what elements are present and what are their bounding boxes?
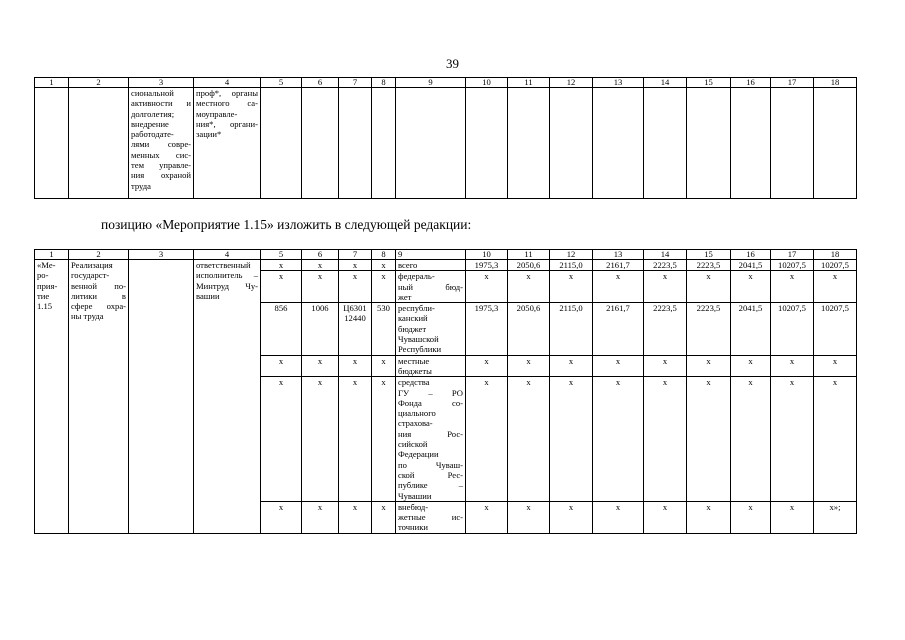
value-cell: x [687, 377, 731, 502]
value-cell: x [644, 355, 687, 377]
value-cell: x [508, 271, 550, 303]
code-cell: x [261, 377, 302, 502]
col-header: 5 [261, 250, 302, 260]
value-cell: 2115,0 [550, 303, 593, 355]
funding-source [396, 303, 466, 355]
col-header: 3 [129, 250, 194, 260]
value-cell: x [771, 501, 814, 533]
value-cell: x»; [814, 501, 857, 533]
col-header: 4 [194, 78, 261, 88]
text-line: работодате- [131, 129, 174, 140]
value-cell: x [593, 355, 644, 377]
code-cell: x [372, 260, 396, 271]
col-header: 4 [194, 250, 261, 260]
code-cell: x [302, 260, 339, 271]
code-cell: x [302, 271, 339, 303]
text-line: менных сис- [131, 149, 191, 160]
funding-source [396, 377, 466, 502]
value-cell: x [687, 355, 731, 377]
value-cell: x [771, 377, 814, 502]
col-header: 7 [339, 78, 372, 88]
text-line: прия- [37, 280, 58, 291]
text-line: страхова- [398, 418, 433, 429]
text-line: тем управле- [131, 160, 191, 171]
text-line: ГУ – РО [398, 387, 463, 398]
value-cell: x [466, 355, 508, 377]
value-cell: 2115,0 [550, 260, 593, 271]
table-row [35, 260, 857, 271]
table-header-row [35, 78, 857, 88]
text-line: зации* [196, 129, 222, 140]
text-line: исполнитель – [196, 270, 258, 281]
text-line: ны труда [71, 311, 104, 322]
code-cell: x [372, 271, 396, 303]
col-header: 11 [508, 78, 550, 88]
value-cell: x [687, 271, 731, 303]
text-line: литики в [71, 290, 126, 301]
text-line: ответственный [196, 260, 251, 270]
col-header: 18 [814, 250, 857, 260]
text-line: бюджет [398, 323, 427, 334]
text-line: средства [398, 377, 430, 388]
value-cell: x [771, 355, 814, 377]
value-cell: 2223,5 [687, 303, 731, 355]
value-cell: x [771, 271, 814, 303]
value-cell: x [466, 501, 508, 533]
text-line: бюджеты [398, 365, 432, 376]
text-line: федераль- [398, 271, 435, 282]
code-cell: 1006 [302, 303, 339, 355]
text-line: жет [398, 291, 412, 302]
table-header-row [35, 250, 857, 260]
text-line: «Ме- [37, 260, 56, 270]
measure-description [129, 88, 194, 199]
col-header: 15 [687, 78, 731, 88]
funding-source [396, 260, 466, 271]
col-header: 7 [339, 250, 372, 260]
text-line: Республики [398, 344, 442, 355]
page-number: 39 [446, 56, 459, 71]
value-cell: x [731, 355, 771, 377]
code-cell [339, 303, 372, 355]
text-line: активности и [131, 98, 191, 109]
text-line: ро- [37, 270, 49, 281]
col-header: 17 [771, 78, 814, 88]
value-cell: 2223,5 [644, 260, 687, 271]
text-line: сфере охра- [71, 301, 126, 312]
value-cell: 10207,5 [771, 260, 814, 271]
col-header: 8 [372, 250, 396, 260]
code-cell: x [339, 377, 372, 502]
text-line: республи- [398, 303, 435, 314]
col-header: 9 [396, 250, 466, 260]
value-cell: x [644, 377, 687, 502]
value-cell: x [814, 377, 857, 502]
value-cell: 2050,6 [508, 260, 550, 271]
value-cell: x [508, 377, 550, 502]
code-cell: x [339, 260, 372, 271]
value-cell: 2041,5 [731, 303, 771, 355]
text-line: тие [37, 290, 50, 301]
value-cell: x [550, 271, 593, 303]
text-line: местные [398, 355, 430, 366]
value-cell: 1975,3 [466, 303, 508, 355]
text-line: внедрение [131, 118, 169, 129]
value-cell: 2223,5 [687, 260, 731, 271]
value-cell: x [731, 377, 771, 502]
text-line: Ц6301 [343, 303, 367, 314]
text-line: сиональной [131, 88, 174, 98]
code-cell: x [339, 271, 372, 303]
value-cell: 2041,5 [731, 260, 771, 271]
col-header: 10 [466, 250, 508, 260]
col-header: 12 [550, 78, 593, 88]
text-line: венной по- [71, 280, 126, 291]
col-header: 1 [35, 250, 69, 260]
value-cell: x [644, 501, 687, 533]
text-line: точники [398, 522, 429, 533]
col-header: 13 [593, 250, 644, 260]
col-header: 2 [69, 250, 129, 260]
col-header: 17 [771, 250, 814, 260]
col-header: 12 [550, 250, 593, 260]
text-line: труда [131, 180, 151, 191]
value-cell: x [550, 355, 593, 377]
code-cell: x [372, 501, 396, 533]
code-cell: x [372, 377, 396, 502]
text-line: канский [398, 313, 428, 324]
value-cell: x [814, 271, 857, 303]
col-header: 16 [731, 78, 771, 88]
measure-table [34, 249, 857, 534]
text-line: ния охраной [131, 170, 191, 181]
text-line: Чувашской [398, 334, 439, 345]
text-line: ния*, органи- [196, 118, 258, 129]
value-cell: x [466, 377, 508, 502]
text-line: жетные ис- [398, 512, 463, 523]
table-row [35, 88, 857, 199]
value-cell: x [644, 271, 687, 303]
funding-source [396, 271, 466, 303]
funding-source [396, 355, 466, 377]
col-header: 2 [69, 78, 129, 88]
col-header: 3 [129, 78, 194, 88]
instruction-text: позицию «Мероприятие 1.15» изложить в следующей редакции: [101, 217, 472, 232]
col-header: 18 [814, 78, 857, 88]
value-cell: x [508, 501, 550, 533]
text-line: ния Рос- [398, 428, 463, 439]
value-cell: 10207,5 [814, 303, 857, 355]
code-cell: x [339, 355, 372, 377]
col-header: 15 [687, 250, 731, 260]
text-line: циального [398, 408, 436, 419]
text-line: сийской [398, 439, 428, 450]
col-header: 14 [644, 250, 687, 260]
value-cell: x [731, 501, 771, 533]
value-cell: x [466, 271, 508, 303]
text-line: долголетия; [131, 108, 175, 119]
text-line: государст- [71, 270, 110, 281]
col-header: 16 [731, 250, 771, 260]
text-line: Минтруд Чу- [196, 280, 258, 291]
col-header: 9 [396, 78, 466, 88]
executor [194, 260, 261, 534]
text-line: Реализация [71, 260, 113, 270]
text-line: 1.15 [37, 301, 53, 312]
col-header: 6 [302, 78, 339, 88]
value-cell: x [687, 501, 731, 533]
value-cell: x [593, 501, 644, 533]
measure-number [35, 260, 69, 534]
text-line: всего [398, 260, 418, 270]
code-cell: 856 [261, 303, 302, 355]
col-header: 1 [35, 78, 69, 88]
value-cell: 2161,7 [593, 260, 644, 271]
code-cell: x [261, 355, 302, 377]
funding-source [396, 501, 466, 533]
col-header: 11 [508, 250, 550, 260]
col-header: 8 [372, 78, 396, 88]
col-header: 13 [593, 78, 644, 88]
value-cell: x [731, 271, 771, 303]
col-header: 14 [644, 78, 687, 88]
code-cell: x [261, 501, 302, 533]
executors [194, 88, 261, 199]
code-cell: x [302, 501, 339, 533]
value-cell: 2161,7 [593, 303, 644, 355]
code-cell: x [261, 260, 302, 271]
text-line: внебюд- [398, 501, 429, 512]
value-cell: x [593, 377, 644, 502]
text-line: моуправле- [196, 108, 238, 119]
text-line: ный бюд- [398, 281, 463, 292]
text-line: Федерации [398, 449, 439, 460]
code-cell: x [302, 377, 339, 502]
text-line: Фонда со- [398, 397, 463, 408]
measure-name [69, 260, 129, 534]
value-cell: 2223,5 [644, 303, 687, 355]
text-line: вашии [196, 290, 220, 301]
code-cell: x [339, 501, 372, 533]
col-header: 10 [466, 78, 508, 88]
value-cell: x [508, 355, 550, 377]
col-header: 6 [302, 250, 339, 260]
code-cell: x [302, 355, 339, 377]
text-line: 12440 [344, 313, 366, 324]
value-cell: 2050,6 [508, 303, 550, 355]
value-cell: 1975,3 [466, 260, 508, 271]
text-line: проф*, органы [196, 88, 258, 98]
value-cell: x [593, 271, 644, 303]
value-cell: 10207,5 [771, 303, 814, 355]
value-cell: 10207,5 [814, 260, 857, 271]
value-cell: x [814, 355, 857, 377]
text-line: ской Рес- [398, 469, 463, 480]
text-line: лями совре- [131, 139, 191, 150]
value-cell: x [550, 501, 593, 533]
text-line: по Чуваш- [398, 459, 463, 470]
code-cell: x [261, 271, 302, 303]
text-line: публике – [398, 480, 463, 491]
code-cell: 530 [372, 303, 396, 355]
continued-table [34, 77, 857, 199]
text-line: местного са- [196, 98, 258, 109]
col-header: 5 [261, 78, 302, 88]
text-line: Чувашии [398, 490, 432, 501]
value-cell: x [550, 377, 593, 502]
code-cell: x [372, 355, 396, 377]
